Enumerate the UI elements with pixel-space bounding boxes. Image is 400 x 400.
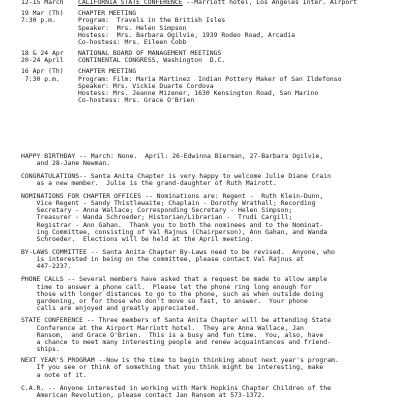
announcement-body-line: ing Committee, consisting of Val Rajnus (Chairperson), Ann Gahan, and Wanda bbox=[21, 227, 328, 236]
headline-rest: --Marriott hotel, Los Angeles Inter. Airport bbox=[182, 0, 358, 6]
announcement-body-line: gardening, or for those who don't move so fast, to answer. Your phone bbox=[21, 297, 308, 305]
schedule-event-detail: Co-hostess: Mrs. Eileen Cobb bbox=[78, 37, 187, 46]
announcement-heading-line: PHONE CALLS -- Several members have asked that a request be made to allow ample bbox=[21, 275, 328, 284]
schedule-entry bbox=[21, 0, 396, 6]
announcement-heading-line: C.A.R. -- Anyone interested in working with Mark Hopkins Chapter Children of the bbox=[21, 383, 332, 392]
announcement-body-line: 447-2237. bbox=[21, 262, 72, 271]
announcement-body-line: Ransom, and Grace O'Brien. This is a busy and fun time. You, also, have bbox=[21, 330, 324, 339]
announcement-block bbox=[21, 193, 393, 243]
schedule-date bbox=[21, 68, 78, 104]
announcement-body-line: ships. bbox=[21, 345, 60, 354]
schedule-event-detail: Co-hostess: Mrs. Grace O'Brien bbox=[78, 96, 195, 105]
announcement-block bbox=[21, 317, 393, 353]
announcement-heading-line: HAPPY BIRTHDAY -- March: None. April: 26-Edwinna Bierman, 27-Barbara Ogilvie, bbox=[21, 151, 324, 160]
announcement-body-line: Registrar - Ann Gahan. Thank you to both the nominees and to the Nominat- bbox=[21, 220, 324, 229]
schedule-details bbox=[78, 0, 396, 6]
schedule-details bbox=[78, 57, 396, 64]
schedule-date-line: 12-15 March bbox=[21, 0, 64, 6]
schedule-date-line: 7:30 p.m. bbox=[21, 16, 56, 25]
announcement-body-line: and 28-Jane Newman. bbox=[21, 159, 111, 168]
announcement-body-line: those with longer distances to go to the phone, such as when outside doing bbox=[21, 289, 324, 298]
announcement-body-line: If you see or think of something that you think might be interesting, make bbox=[21, 363, 324, 372]
announcement-body-line: Schroeder. Elections will be held at the April meeting. bbox=[21, 234, 254, 243]
announcement-body-line: time to answer a phone call. Please let the phone ring long enough for bbox=[21, 282, 312, 291]
schedule-date-line: 7:30 p.m. bbox=[21, 74, 60, 83]
schedule-event-title: CONTINENTAL CONGRESS, Washington D.C. bbox=[78, 56, 226, 65]
underlined-text: CALIFORNIA STATE CONFERENCE bbox=[78, 0, 183, 6]
announcement-block bbox=[21, 357, 393, 379]
announcement-body-line: Conference at the Airport Marriott hotel. They are Anna Wallace, Jan bbox=[21, 323, 304, 332]
announcement-heading-line: NEXT YEAR'S PROGRAM --Now is the time to begin thinking about next year's program. bbox=[21, 356, 339, 365]
schedule-event-detail: Hostess: Mrs. Jeanne Mizener, 1630 Kensington Road, San Marino bbox=[78, 88, 319, 97]
announcement-block bbox=[21, 276, 393, 312]
schedule-date-line: 20-24 April bbox=[21, 56, 64, 65]
calendar-schedule bbox=[21, 0, 396, 104]
announcement-body-line: a note of it. bbox=[21, 370, 87, 379]
schedule-date bbox=[21, 10, 78, 46]
announcement-body-line: a chance to meet many interesting people and renew acquaintances and friend- bbox=[21, 337, 332, 346]
announcement-block bbox=[21, 385, 393, 399]
announcement-body-line: Treasurer - Wanda Schroeder; Historian/Librarian - Trudi Cargill; bbox=[21, 213, 293, 222]
announcement-body-line: Secretary - Anna Wallace; Corresponding Secretary - Helen Simpson; bbox=[21, 206, 293, 215]
announcement-heading-line: NOMINATIONS FOR CHAPTER OFFICES -- Nominations are: Regent - Ruth Klein-Dunn, bbox=[21, 191, 324, 200]
schedule-event-title: CHAPTER MEETING bbox=[78, 67, 137, 76]
schedule-event-detail: Speaker: Mrs. Helen Simpson bbox=[78, 23, 187, 32]
schedule-details bbox=[78, 10, 396, 46]
announcement-body-line: is interested in being on the committee, please contact Val Rajnus at bbox=[21, 255, 304, 264]
schedule-event-detail: Hostess: Mrs. Barbara Ogilvie, 1939 Rodeo Road, Arcadia bbox=[78, 30, 296, 39]
schedule-event-detail: Speaker: Mrs. Vickie Duarte Cordova bbox=[78, 81, 214, 90]
schedule-entry bbox=[21, 68, 396, 104]
schedule-event-title: CHAPTER MEETING bbox=[78, 9, 137, 18]
announcement-block bbox=[21, 153, 393, 167]
schedule-event-title: NATIONAL BOARD OF MANAGEMENT MEETINGS bbox=[78, 49, 222, 58]
announcement-heading-line: STATE CONFERENCE -- Three members of Santa Anita Chapter will be attending State bbox=[21, 316, 332, 325]
schedule-entry bbox=[21, 57, 396, 64]
schedule-event-detail: Program: Travels in the British Isles bbox=[78, 16, 226, 25]
announcement-body-line: Vice Regent - Sandy Thistlewaite; Chaplain - Dorothy Wrathall; Recording bbox=[21, 199, 316, 208]
schedule-date-line: 18 & 24 Apr bbox=[21, 49, 64, 58]
announcement-block bbox=[21, 173, 393, 187]
schedule-date bbox=[21, 0, 78, 6]
schedule-date bbox=[21, 57, 78, 64]
schedule-event-detail: Program: Film: Maria Martinez Indian Pottery Maker of San Ildefonso bbox=[78, 74, 342, 83]
schedule-date-line: 16 Apr (Th) bbox=[21, 67, 64, 76]
announcement-block bbox=[21, 249, 393, 271]
schedule-date-line: 19 Mar (Th) bbox=[21, 9, 64, 18]
schedule-details bbox=[78, 68, 396, 104]
schedule-event-title bbox=[78, 0, 396, 6]
schedule-entry bbox=[21, 10, 396, 46]
announcement-body-line: calls are enjoyed and greatly appreciated. bbox=[21, 304, 200, 313]
announcement-heading-line: BY-LAWS COMMITTEE -- Santa Anita Chapter By-Laws need to be revised. Anyone, who bbox=[21, 247, 335, 256]
announcement-body-line: as a new member. Julie is the grand-daughter of Ruth Mairott. bbox=[21, 179, 277, 188]
announcement-heading-line: CONGRATULATIONS-- Santa Anita Chapter is very happy to welcome Julie Diane Crain bbox=[21, 171, 332, 180]
announcement-body-line: American Revolution, please contact Jan Ransom at 573-1372. bbox=[21, 390, 266, 399]
